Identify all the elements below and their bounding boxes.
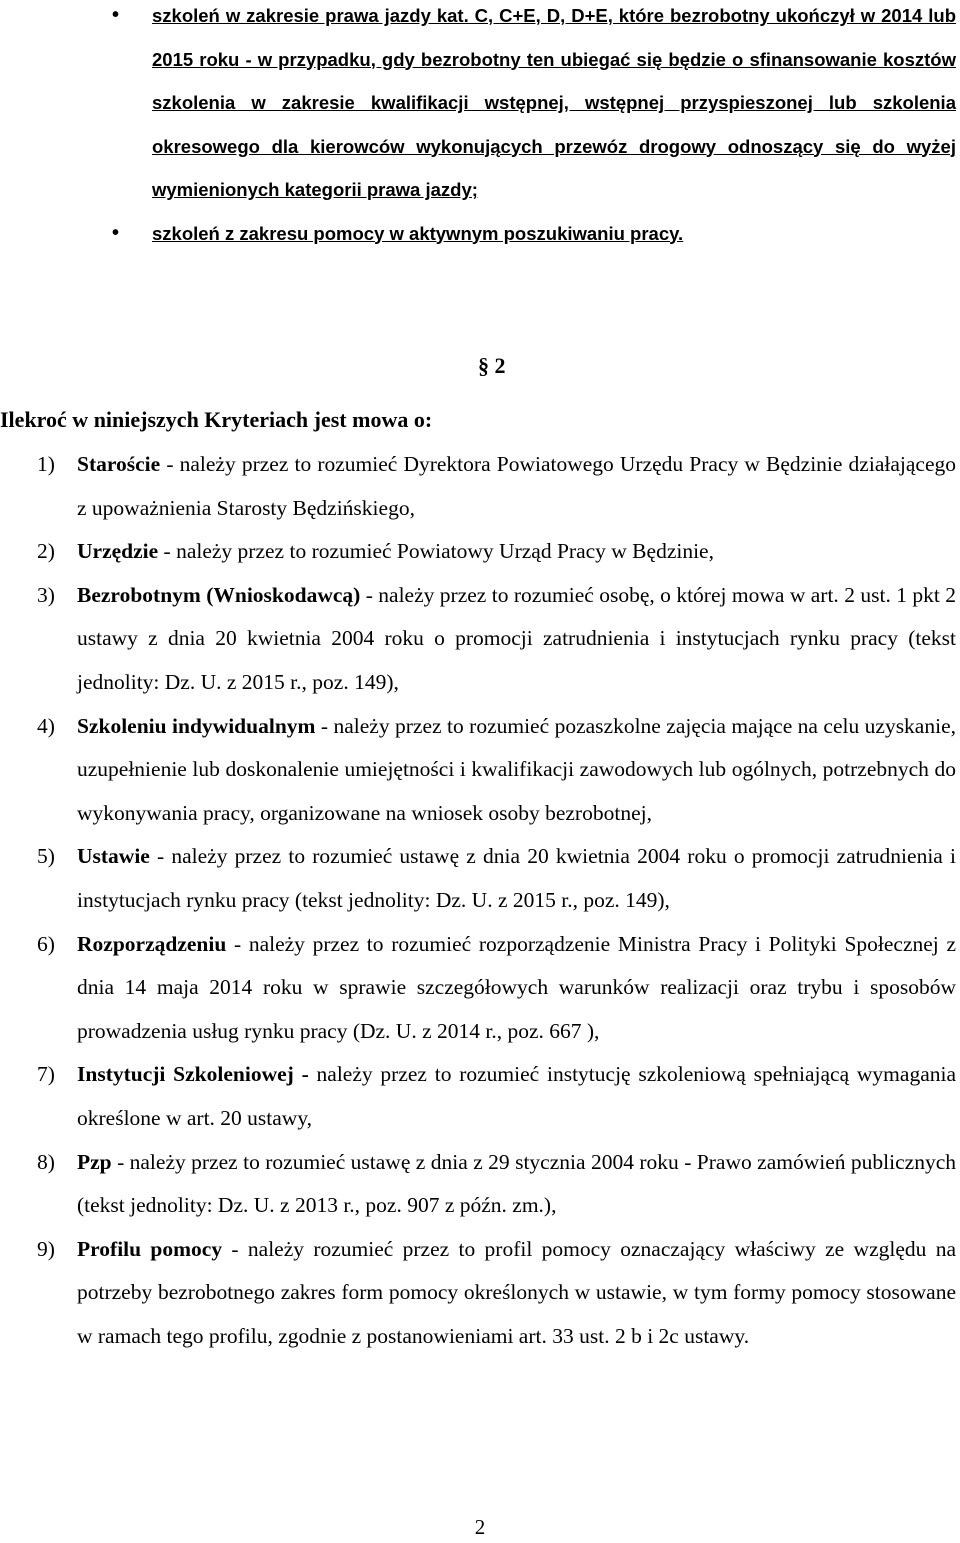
bullet-text: szkoleń w zakresie prawa jazdy kat. C, C+E, D, D+E, które bezrobotny ukończył w 2014 lub 2015 roku - w przypadku, gdy bezrobotny ten ubiegać się będzie o sfinansowanie kosztów szkolenia w zakresie kwalifikacji wstępnej, wstępnej przyspieszonej lub szkolenia okresowego dla kierowców wykonujących przewóz drogowy odnoszący się do wyżej wymienionych kategorii prawa jazdy; xyxy=(152,5,956,200)
definition-text: - należy przez to rozumieć pozaszkolne zajęcia mające na celu uzyskanie, uzupełnienie lub doskonalenie umiejętności i kwalifikacji zawodowych lub ogólnych, potrzebnych do wykonywania pracy, organizowane na wniosek osoby bezrobotnej, xyxy=(77,713,956,825)
definition-term: Pzp xyxy=(77,1149,112,1174)
definition-text: - należy przez to rozumieć Powiatowy Urząd Pracy w Będzinie, xyxy=(158,539,714,564)
bullet-list xyxy=(112,0,956,255)
definition-number: 8) xyxy=(37,1149,55,1174)
bullet-item xyxy=(112,0,956,212)
section-intro: Ilekroć w niniejszych Kryteriach jest mowa o: xyxy=(0,407,433,432)
definition-number: 4) xyxy=(37,713,55,738)
definition-text: - należy przez to rozumieć osobę, o której mowa w art. 2 ust. 1 pkt 2 ustawy z dnia 20 kwietnia 2004 roku o promocji zatrudnienia i instytucjach rynku pracy (tekst jednolity: Dz. U. z 2015 r., poz. 149), xyxy=(77,582,957,694)
definition-item xyxy=(0,835,956,922)
definition-text: - należy rozumieć przez to profil pomocy oznaczający właściwy ze względu na potrzeby bezrobotnego zakres form pomocy określonych w ustawie, w tym formy pomocy stosowane w ramach tego profilu, zgodnie z postanowieniami art. 33 ust. 2 b i 2c ustawy. xyxy=(77,1236,956,1348)
definition-term: Szkoleniu indywidualnym xyxy=(77,713,316,738)
definition-term: Bezrobotnym (Wnioskodawcą) xyxy=(77,582,361,607)
definition-term: Instytucji Szkoleniowej - xyxy=(77,1062,309,1087)
definition-term: Profilu pomocy xyxy=(77,1236,223,1261)
bullet-icon: • xyxy=(112,221,120,244)
definition-text: - należy przez to rozumieć Dyrektora Powiatowego Urzędu Pracy w Będzinie działającego z upoważnienia Starosty Będzińskiego, xyxy=(77,452,956,520)
page-number: 2 xyxy=(474,1515,486,1539)
definition-term: Rozporządzeniu xyxy=(77,931,227,956)
section-heading: § 2 xyxy=(478,353,506,378)
definition-text: należy przez to rozumieć instytucję szkoleniową spełniającą wymagania określone w art. 20 ustawy, xyxy=(77,1062,957,1130)
definition-number: 6) xyxy=(37,931,55,956)
definition-item xyxy=(0,1053,956,1140)
definition-item xyxy=(0,530,956,574)
definition-item xyxy=(0,574,956,705)
definitions-list xyxy=(0,443,956,1358)
definition-text: - należy przez to rozumieć rozporządzenie Ministra Pracy i Polityki Społecznej z dnia 14 maja 2014 roku w sprawie szczegółowych warunków realizacji oraz trybu i sposobów prowadzenia usług rynku pracy (Dz. U. z 2014 r., poz. 667 ), xyxy=(77,931,956,1043)
definition-term: Ustawie xyxy=(77,844,150,869)
bullet-item xyxy=(112,212,956,256)
definition-text: - należy przez to rozumieć ustawę z dnia z 29 stycznia 2004 roku - Prawo zamówień publicznych (tekst jednolity: Dz. U. z 2013 r., poz. 907 z późn. zm.), xyxy=(77,1149,956,1218)
definition-term: Staroście xyxy=(77,452,161,476)
definition-number: 9) xyxy=(37,1236,55,1261)
definition-text: - należy przez to rozumieć ustawę z dnia 20 kwietnia 2004 roku o promocji zatrudnienia i instytucjach rynku pracy (tekst jednolity: Dz. U. z 2015 r., poz. 149), xyxy=(77,844,956,912)
definition-number: 7) xyxy=(37,1062,55,1087)
bullet-text: szkoleń z zakresu pomocy w aktywnym poszukiwaniu pracy. xyxy=(152,222,684,244)
definition-number: 5) xyxy=(37,844,55,869)
definition-number: 1) xyxy=(37,452,55,476)
definition-item xyxy=(0,705,956,836)
definition-item xyxy=(0,1228,956,1359)
definition-term: Urzędzie xyxy=(77,539,159,564)
definition-number: 2) xyxy=(37,539,55,564)
bullet-icon: • xyxy=(112,4,120,26)
definition-number: 3) xyxy=(37,582,55,607)
definition-item xyxy=(0,1141,956,1228)
definition-item xyxy=(0,443,956,530)
definition-item xyxy=(0,923,956,1054)
